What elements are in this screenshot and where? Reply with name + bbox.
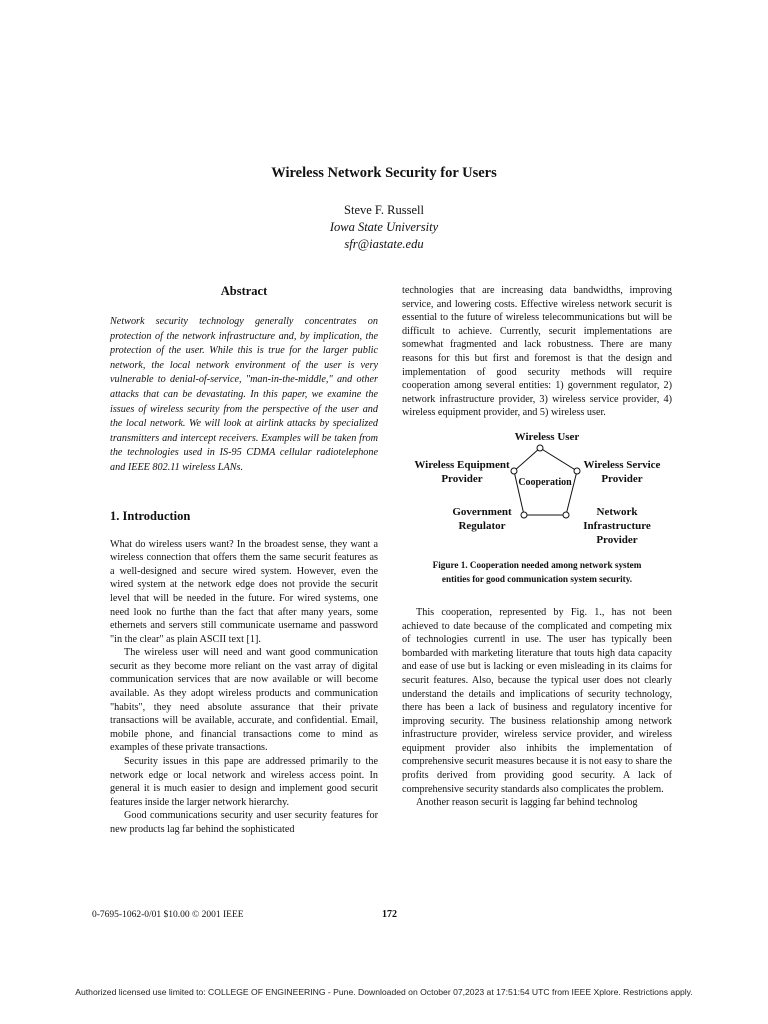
node-wireless-equipment-provider [402,458,522,486]
abstract-heading: Abstract [220,284,268,298]
figure-caption [402,558,672,586]
node-government-regulator [442,505,522,533]
page-number: 172 [382,909,397,920]
node-label: Provider [441,472,483,485]
node-label: Government [452,505,512,518]
author-name: Steve F. Russell [344,203,424,217]
intro-paragraph: The wireless user will need and want good communication securit as they become more reliant on the vast array of digital communication services that are now available or will become available. As they adopt wireless products and communication "habits", they need absolute assurance that their private transactions will be available, accurate, and confidential. Email, mobile phone, and financial transactions come to mind as examples of these private transactions. [110,647,378,754]
introduction-heading: 1. Introduction [110,508,191,523]
node-label: Provider [601,472,643,485]
caption-line: entities for good communication system security. [441,573,633,584]
intro-paragraph: Security issues in this pape are addressed primarily to the network edge or local network and wireless access point. In general it is much easier to design and implement good securit features inside the larger network hierarchy. [110,756,378,808]
left-column [110,284,378,837]
node-network-infrastructure-provider [562,505,672,547]
node-label: Regulator [458,519,506,532]
cooperation-diagram [402,430,672,548]
right-paragraph: Another reason securit is lagging far behind technolog [416,797,638,809]
right-paragraph: technologies that are increasing data bandwidths, improving service, and lowering costs. Effective wireless network securit is essential to the future of wireless telecommunications but will be difficult to achieve. Currently, securit implementations are somewhat fragmented and lack robustness. There are many reasons for this but first and foremost is that the design and implementation of good security methods will require cooperation among several entities: 1) government regulator, 2) network infrastructure provider, 3) wireless service provider, 4) wireless equipment provider, and 5) wireless user. [402,285,672,419]
node-dot [537,445,543,451]
abstract-text: Network security technology generally concentrates on protection of the network infrastructure and, by implication, the protection of the user. While this is true for the larger public network, the local network environment of the user is very vulnerable to denial-of-service, "man-in-the-middle," and other attacks that can be devastating. In this paper, we examine the issues of wireless security from the perspective of the user and the local network. We will look at airlink attacks by specialized transmitters and intercept receivers. Examples will be taken from the technologies used in IS-95 CDMA cellular radiotelephone and IEEE 802.11 wireless LANs. [110,316,378,473]
node-label: Wireless Service [583,458,661,471]
right-column [402,284,672,810]
copyright-notice: 0-7695-1062-0/01 $10.00 © 2001 IEEE [92,910,244,920]
paper-title: Wireless Network Security for Users [271,165,497,181]
node-wireless-user: Wireless User [514,430,580,443]
node-label: Infrastructure [583,519,651,532]
node-label: Wireless Equipment [414,458,510,471]
node-wireless-service-provider [572,458,672,486]
node-label: Provider [596,533,638,546]
node-cooperation: Cooperation [518,476,572,488]
author-affiliation: Iowa State University [329,220,439,234]
intro-paragraph: What do wireless users want? In the broadest sense, they want a wireless connection that offers them the same securit features as a well-designed and secure wired system. However, even the wired system at the network edge does not provide the securit level that will be needed in the future. For wired systems, one need look no furthe than the fact that after many years, some ethernets and servers still communicate username and password "in the clear" as plain ASCII text [1]. [110,538,378,645]
right-paragraph: This cooperation, represented by Fig. 1., has not been achieved to date because of the complicated and competing mix of technologies currentl in use. The user has typically been bombarded with marketing literature that touts high data capacity and ease of use but is lacking or even misleading in its claims for securit features. Also, because the typical user does not clearly understand the details and implications of security technology, there has been a lack of business and regulatory incentive for improving security. The business relationship among network infrastructure provider, wireless service provider, and wireless equipment provider also inhibits the implementation of comprehensive securit measures because it is not easy to share the profits derived from providing good security. A lack of comprehensive security standards also complicates the problem. [402,606,672,795]
author-block [0,202,768,253]
author-email: sfr@iastate.edu [344,237,424,251]
node-label: Network [596,505,638,518]
caption-line: Figure 1. Cooperation needed among network system [432,559,642,570]
intro-paragraph: Good communications security and user security features for new products lag far behind the sophisticated [110,810,378,835]
license-notice: Authorized licensed use limited to: COLLEGE OF ENGINEERING - Pune. Downloaded on October 07,2023 at 17:51:54 UTC from IEEE Xplore. Restrictions apply. [75,987,693,997]
